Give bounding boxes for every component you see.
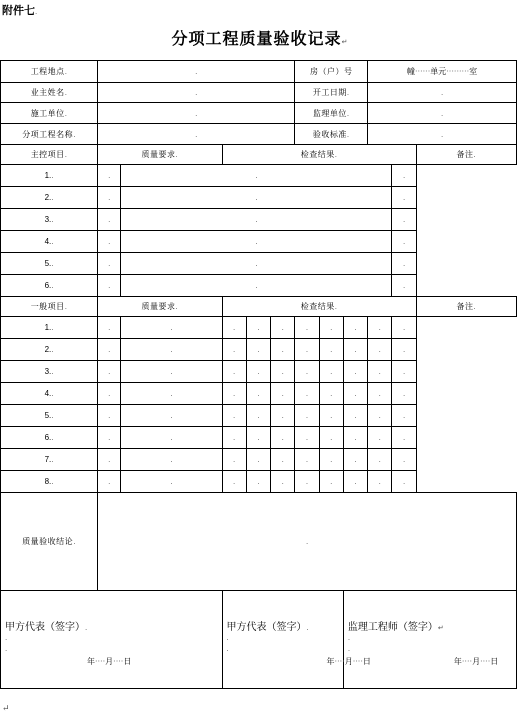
general-item-result-cell[interactable] [295, 471, 319, 493]
general-item-result-cell[interactable] [246, 405, 270, 427]
cell-mark: . [51, 238, 54, 246]
general-item-row [1, 361, 517, 383]
signature-party-a-1[interactable]: 甲方代表（签字）. . . 年····月····日 [1, 591, 223, 689]
cell-mark: . [51, 412, 54, 420]
general-item-result-cell[interactable] [295, 317, 319, 339]
main-item-remark[interactable] [392, 275, 416, 297]
cell-mark: . [257, 346, 260, 354]
general-item-number: 5.. [1, 405, 98, 427]
cell-mark: . [255, 172, 258, 180]
cell-mark: . [305, 346, 309, 354]
general-item-result-cell[interactable] [343, 427, 367, 449]
cell-mark: . [330, 368, 333, 376]
cell-mark: . [170, 456, 173, 464]
cell-mark: . [378, 346, 381, 354]
cell-mark: . [402, 324, 406, 332]
cell-mark: . [108, 260, 111, 268]
cell-mark: . [402, 368, 406, 376]
cell-mark: . [255, 238, 258, 246]
cell-mark: . [378, 456, 381, 464]
main-col-requirement: 质量要求. [98, 145, 222, 165]
general-item-result-cell[interactable] [271, 317, 295, 339]
general-item-result-cell[interactable] [222, 405, 246, 427]
header-row-builder [1, 103, 517, 124]
cell-mark: . [305, 324, 309, 332]
cell-mark: . [378, 412, 381, 420]
general-item-result-cell[interactable] [368, 317, 392, 339]
cell-mark: . [233, 368, 236, 376]
general-item-result-cell[interactable] [271, 339, 295, 361]
cell-mark: . [257, 368, 260, 376]
general-item-remark[interactable] [392, 383, 416, 405]
paragraph-mark: ↵ [2, 704, 10, 714]
cell-mark: . [51, 172, 54, 180]
cell-mark: . [233, 456, 236, 464]
general-item-result-cell[interactable] [121, 405, 222, 427]
general-item-result-cell[interactable] [222, 361, 246, 383]
owner-value[interactable]: . [98, 83, 295, 103]
cell-mark: . [108, 324, 111, 332]
main-item-number: 3.. [1, 209, 98, 231]
general-item-result-cell[interactable] [222, 471, 246, 493]
main-item-row [1, 165, 517, 187]
general-item-requirement[interactable] [98, 339, 121, 361]
cell-mark: . [305, 456, 309, 464]
cell-mark: . [257, 412, 260, 420]
general-item-requirement[interactable] [98, 427, 121, 449]
supervisor-unit-value[interactable]: . [368, 103, 517, 124]
cell-mark: . [378, 368, 381, 376]
general-item-remark[interactable] [392, 449, 416, 471]
cell-mark: . [305, 412, 309, 420]
general-item-result-cell[interactable] [319, 405, 343, 427]
cell-mark: . [170, 390, 173, 398]
main-item-result[interactable] [121, 231, 392, 253]
general-item-result-cell[interactable] [246, 361, 270, 383]
main-item-remark[interactable] [392, 165, 416, 187]
signature-supervisor[interactable]: 监理工程师（签字）↵ . . 年····月····日 [343, 591, 516, 689]
cell-mark: . [402, 172, 406, 180]
room-label: 房（户）号 [295, 61, 368, 83]
cell-mark: . [51, 260, 54, 268]
general-item-remark[interactable] [392, 339, 416, 361]
main-item-number: 5.. [1, 253, 98, 275]
general-item-requirement[interactable] [98, 317, 121, 339]
supervisor-date: 年····月····日 [453, 656, 499, 666]
cell-mark: . [305, 434, 309, 442]
form-title: 分项工程质量验收记录↵ [171, 29, 349, 48]
main-item-result[interactable] [121, 253, 392, 275]
general-item-result-cell[interactable] [121, 427, 222, 449]
general-item-result-cell[interactable] [271, 427, 295, 449]
cell-mark: . [170, 434, 173, 442]
party-a-2-date: 年····月····日 [326, 656, 371, 666]
cell-mark: . [354, 368, 357, 376]
general-item-result-cell[interactable] [319, 427, 343, 449]
cell-mark: . [255, 282, 258, 290]
cell-mark: . [51, 282, 54, 290]
general-item-remark[interactable] [392, 405, 416, 427]
cell-mark: . [233, 478, 236, 486]
general-item-remark[interactable] [392, 317, 416, 339]
builder-value[interactable]: . [98, 103, 295, 124]
header-row-location [1, 61, 517, 83]
cell-mark: . [354, 412, 357, 420]
main-item-remark[interactable] [392, 209, 416, 231]
cell-mark: . [108, 282, 111, 290]
main-items-header-row [1, 145, 517, 165]
cell-mark: . [51, 368, 54, 376]
general-item-number: 7.. [1, 449, 98, 471]
standard-label: 验收标准. [295, 124, 368, 145]
cell-mark: . [402, 412, 406, 420]
cell-mark: . [330, 434, 333, 442]
cell-mark: . [354, 434, 357, 442]
general-item-number: 2.. [1, 339, 98, 361]
main-item-remark[interactable] [392, 253, 416, 275]
general-item-result-cell[interactable] [319, 317, 343, 339]
general-item-result-cell[interactable] [295, 339, 319, 361]
cell-mark: . [402, 346, 406, 354]
cell-mark: . [402, 194, 406, 202]
main-item-number: 6.. [1, 275, 98, 297]
general-col-remark: 备注. [416, 297, 516, 317]
standard-value[interactable]: . [368, 124, 517, 145]
cell-mark: . [402, 434, 406, 442]
cell-mark: . [354, 346, 357, 354]
cell-mark: . [255, 260, 258, 268]
general-item-result-cell[interactable] [271, 383, 295, 405]
general-col-result: 检查结果. [222, 297, 416, 317]
cell-mark: . [402, 456, 406, 464]
general-item-remark[interactable] [392, 427, 416, 449]
cell-mark: . [51, 194, 54, 202]
general-item-result-cell[interactable] [246, 449, 270, 471]
general-item-result-cell[interactable] [368, 471, 392, 493]
conclusion-label: 质量验收结论. [1, 493, 98, 591]
main-item-remark[interactable] [392, 231, 416, 253]
cell-mark: . [108, 434, 111, 442]
header-row-subproject [1, 124, 517, 145]
general-item-result-cell[interactable] [222, 317, 246, 339]
cell-mark: . [330, 346, 333, 354]
cell-mark: . [233, 434, 236, 442]
cell-mark: . [281, 456, 284, 464]
builder-label: 施工单位. [1, 103, 98, 124]
cell-mark: . [257, 478, 260, 486]
general-item-requirement[interactable] [98, 449, 121, 471]
cell-mark: . [255, 194, 258, 202]
main-item-number: 1.. [1, 165, 98, 187]
general-item-result-cell[interactable] [246, 317, 270, 339]
cell-mark: . [51, 434, 54, 442]
main-item-row [1, 209, 517, 231]
party-a-1-label: 甲方代表（签字）. [5, 621, 88, 633]
main-item-result[interactable] [121, 187, 392, 209]
general-item-requirement[interactable] [98, 405, 121, 427]
general-item-result-cell[interactable] [343, 449, 367, 471]
cell-mark: . [257, 434, 260, 442]
cell-mark: . [108, 456, 111, 464]
general-item-result-cell[interactable] [343, 471, 367, 493]
cell-mark: . [378, 390, 381, 398]
general-item-result-cell[interactable] [246, 383, 270, 405]
signature-row [1, 591, 517, 689]
general-item-result-cell[interactable] [121, 471, 222, 493]
conclusion-row [1, 493, 517, 591]
cell-mark: . [51, 324, 54, 332]
general-item-requirement[interactable] [98, 471, 121, 493]
general-item-result-cell[interactable] [222, 427, 246, 449]
general-item-row [1, 427, 517, 449]
cell-mark: . [305, 478, 309, 486]
cell-mark: . [170, 478, 173, 486]
supervisor-label: 监理工程师（签字）↵ [347, 621, 444, 633]
start-date-label: 开工日期. [295, 83, 368, 103]
cell-mark: . [257, 390, 260, 398]
cell-mark: . [330, 412, 333, 420]
general-item-result-cell[interactable] [295, 449, 319, 471]
general-item-row [1, 449, 517, 471]
cell-mark: . [281, 324, 284, 332]
general-item-result-cell[interactable] [271, 449, 295, 471]
general-item-result-cell[interactable] [271, 361, 295, 383]
main-item-number: 4.. [1, 231, 98, 253]
cell-mark: . [378, 478, 381, 486]
cell-mark: . [281, 434, 284, 442]
cell-mark: . [51, 478, 54, 486]
main-col-remark: 备注. [416, 145, 516, 165]
main-col-result: 检查结果. [222, 145, 416, 165]
cell-mark: . [402, 478, 406, 486]
general-item-result-cell[interactable] [319, 361, 343, 383]
cell-mark: . [233, 390, 236, 398]
general-col-requirement: 质量要求. [98, 297, 222, 317]
general-item-result-cell[interactable] [295, 361, 319, 383]
header-row-owner [1, 83, 517, 103]
inspection-record-table [0, 60, 517, 689]
cell-mark: . [330, 324, 333, 332]
cell-mark: . [330, 478, 333, 486]
subproject-value[interactable]: . [98, 124, 295, 145]
main-item-requirement[interactable] [98, 275, 121, 297]
cell-mark: . [354, 478, 357, 486]
cell-mark: . [281, 412, 284, 420]
general-item-result-cell[interactable] [343, 361, 367, 383]
general-item-requirement[interactable] [98, 383, 121, 405]
cell-mark: . [402, 238, 406, 246]
main-item-requirement[interactable] [98, 187, 121, 209]
general-item-result-cell[interactable] [319, 383, 343, 405]
main-item-remark[interactable] [392, 187, 416, 209]
general-item-result-cell[interactable] [368, 361, 392, 383]
general-item-requirement[interactable] [98, 361, 121, 383]
general-item-result-cell[interactable] [121, 339, 222, 361]
main-item-row [1, 275, 517, 297]
owner-label: 业主姓名. [1, 83, 98, 103]
cell-mark: . [108, 194, 111, 202]
general-item-row [1, 317, 517, 339]
cell-mark: . [108, 172, 111, 180]
cell-mark: . [233, 412, 236, 420]
cell-mark: . [51, 456, 54, 464]
party-a-1-date: 年····月····日 [87, 656, 132, 666]
general-item-result-cell[interactable] [368, 449, 392, 471]
cell-mark: . [233, 346, 236, 354]
general-item-result-cell[interactable] [319, 449, 343, 471]
general-item-number: 4.. [1, 383, 98, 405]
location-label: 工程地点. [1, 61, 98, 83]
general-items-header-row [1, 297, 517, 317]
cell-mark: . [51, 346, 54, 354]
cell-mark: . [305, 368, 309, 376]
signature-party-a-2[interactable]: 甲方代表（签字）. . . 年····月····日 [222, 591, 343, 689]
cell-mark: . [281, 478, 284, 486]
cell-mark: . [108, 216, 111, 224]
general-item-number: 3.. [1, 361, 98, 383]
general-item-result-cell[interactable] [246, 427, 270, 449]
general-item-remark[interactable] [392, 361, 416, 383]
cell-mark: . [281, 390, 284, 398]
main-item-requirement[interactable] [98, 253, 121, 275]
cell-mark: . [402, 390, 406, 398]
general-item-result-cell[interactable] [295, 383, 319, 405]
general-item-row [1, 405, 517, 427]
cell-mark: . [330, 390, 333, 398]
general-item-row [1, 471, 517, 493]
party-a-2-label: 甲方代表（签字）. [226, 621, 309, 633]
cell-mark: . [281, 368, 284, 376]
cell-mark: . [108, 238, 111, 246]
main-item-result[interactable] [121, 209, 392, 231]
cell-mark: . [402, 260, 406, 268]
general-item-remark[interactable] [392, 471, 416, 493]
general-item-row [1, 383, 517, 405]
general-item-result-cell[interactable] [295, 427, 319, 449]
cell-mark: . [354, 390, 357, 398]
main-items-section-label: 主控项目. [1, 145, 98, 165]
cell-mark: . [108, 368, 111, 376]
cell-mark: . [305, 390, 309, 398]
general-item-result-cell[interactable] [295, 405, 319, 427]
cell-mark: . [255, 216, 258, 224]
general-item-result-cell[interactable] [271, 471, 295, 493]
main-item-requirement[interactable] [98, 165, 121, 187]
cell-mark: . [51, 390, 54, 398]
general-item-result-cell[interactable] [222, 383, 246, 405]
cell-mark: . [402, 216, 406, 224]
general-item-result-cell[interactable] [121, 317, 222, 339]
general-item-number: 8.. [1, 471, 98, 493]
main-item-row [1, 253, 517, 275]
general-item-result-cell[interactable] [368, 427, 392, 449]
cell-mark: . [281, 346, 284, 354]
subproject-label: 分项工程名称. [1, 124, 98, 145]
cell-mark: . [330, 456, 333, 464]
general-item-result-cell[interactable] [368, 339, 392, 361]
cell-mark: . [108, 478, 111, 486]
cell-mark: . [354, 324, 357, 332]
conclusion-value[interactable]: . [98, 493, 517, 591]
main-item-result[interactable] [121, 165, 392, 187]
main-item-row [1, 231, 517, 253]
room-value[interactable]: 幢······单元·········室 [368, 61, 517, 83]
location-value[interactable]: . [98, 61, 295, 83]
general-item-result-cell[interactable] [246, 339, 270, 361]
general-item-result-cell[interactable] [319, 471, 343, 493]
main-item-result[interactable] [121, 275, 392, 297]
general-item-result-cell[interactable] [246, 471, 270, 493]
cell-mark: . [108, 390, 111, 398]
general-item-row [1, 339, 517, 361]
general-item-result-cell[interactable] [343, 339, 367, 361]
cell-mark: . [51, 216, 54, 224]
general-item-result-cell[interactable] [222, 339, 246, 361]
main-item-number: 2.. [1, 187, 98, 209]
general-item-number: 6.. [1, 427, 98, 449]
general-item-result-cell[interactable] [121, 449, 222, 471]
supervisor-unit-label: 监理单位. [295, 103, 368, 124]
general-item-result-cell[interactable] [343, 317, 367, 339]
general-item-result-cell[interactable] [121, 361, 222, 383]
general-item-result-cell[interactable] [271, 405, 295, 427]
start-date-value[interactable]: . [368, 83, 517, 103]
general-item-result-cell[interactable] [368, 383, 392, 405]
appendix-label: 附件七. [2, 5, 38, 17]
cell-mark: . [378, 434, 381, 442]
cell-mark: . [170, 346, 173, 354]
cell-mark: . [108, 412, 111, 420]
cell-mark: . [257, 324, 260, 332]
main-item-requirement[interactable] [98, 231, 121, 253]
general-item-result-cell[interactable] [368, 405, 392, 427]
cell-mark: . [233, 324, 236, 332]
cell-mark: . [257, 456, 260, 464]
cell-mark: . [170, 412, 173, 420]
cell-mark: . [170, 368, 173, 376]
general-item-number: 1.. [1, 317, 98, 339]
cell-mark: . [170, 324, 173, 332]
main-item-row [1, 187, 517, 209]
general-item-result-cell[interactable] [343, 405, 367, 427]
general-item-result-cell[interactable] [121, 383, 222, 405]
cell-mark: . [354, 456, 357, 464]
cell-mark: . [378, 324, 381, 332]
cell-mark: . [108, 346, 111, 354]
general-item-result-cell[interactable] [319, 339, 343, 361]
general-item-result-cell[interactable] [343, 383, 367, 405]
cell-mark: . [402, 282, 406, 290]
general-item-result-cell[interactable] [222, 449, 246, 471]
general-items-section-label: 一般项目. [1, 297, 98, 317]
main-item-requirement[interactable] [98, 209, 121, 231]
